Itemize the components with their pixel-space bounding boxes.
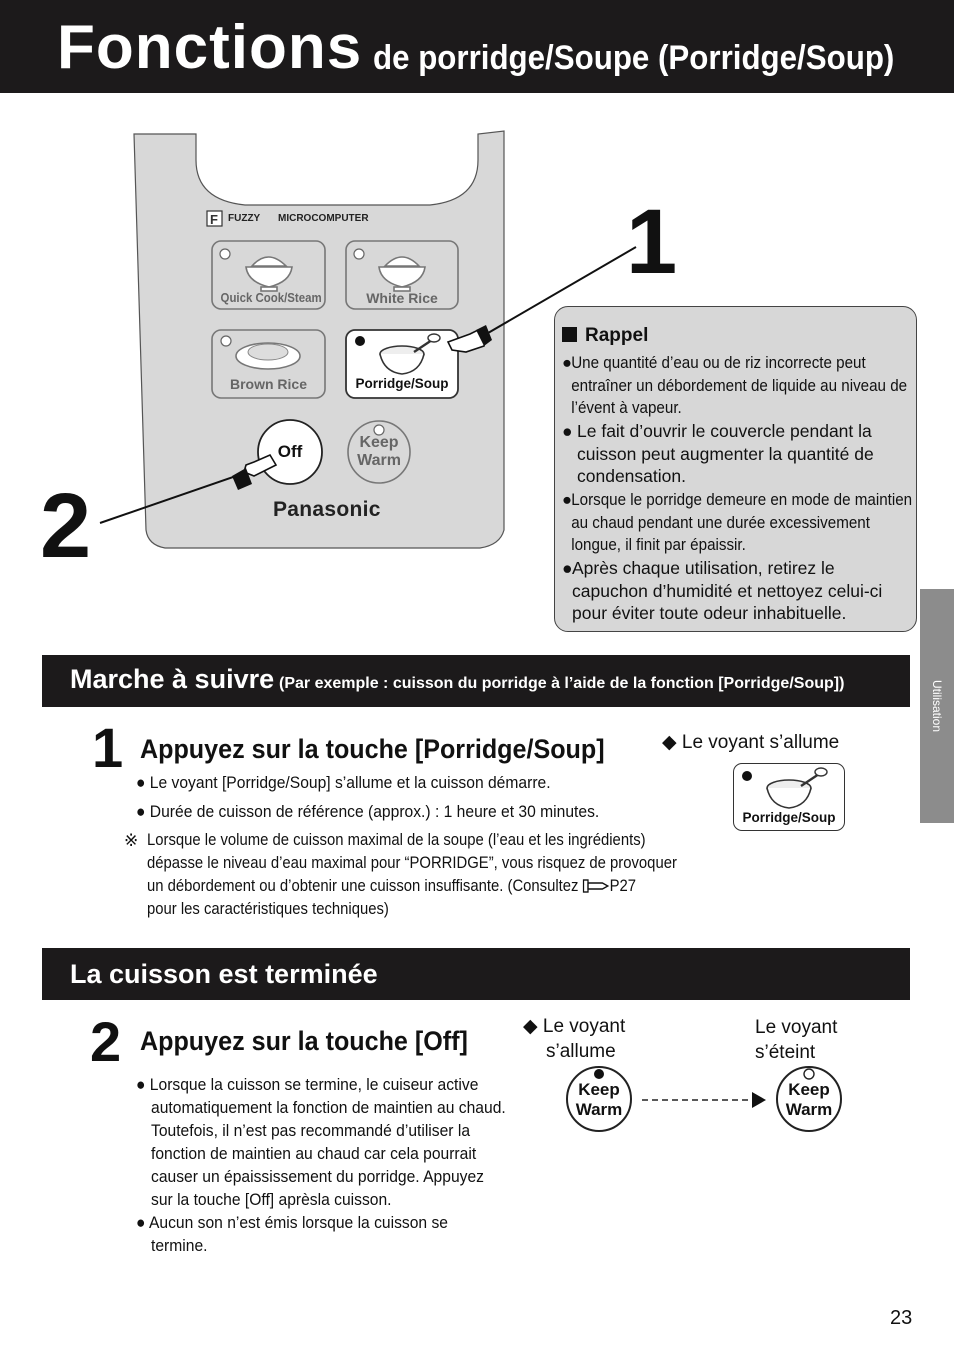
indicator-on-label: ◆ Le voyant bbox=[523, 1016, 626, 1037]
indicator-lamp bbox=[220, 249, 230, 259]
indicator-lamp bbox=[221, 336, 231, 346]
indicator-lamp-on bbox=[594, 1069, 604, 1079]
step2-bullet-line: Toutefois, il n’est pas recommandé d’utiliser la bbox=[151, 1121, 471, 1140]
rappel-item: ● Après chaque utilisation, retirez le capuchon d’humidité et nettoyez celui-ci pour éviter toute odeur inhabituelle. bbox=[562, 558, 883, 623]
step1-note-line: un débordement ou d’obtenir une cuisson insuffisante. (Consultez P27 bbox=[147, 877, 637, 895]
callout-number-1: 1 bbox=[626, 191, 678, 293]
warm-label: Warm bbox=[785, 1100, 833, 1119]
warm-label: Warm bbox=[575, 1100, 623, 1119]
step-number-1: 1 bbox=[92, 716, 124, 779]
indicator-off-label: s’éteint bbox=[755, 1042, 816, 1063]
step2-bullet-line: termine. bbox=[151, 1236, 208, 1255]
indicator-on-label: s’allume bbox=[546, 1041, 616, 1062]
indicator-on-label: ◆ Le voyant s’allume bbox=[662, 732, 840, 753]
arrow-head-icon bbox=[752, 1092, 766, 1108]
porridge-bowl-icon bbox=[734, 764, 846, 814]
keep-label: Keep bbox=[359, 434, 399, 451]
step1-note-line: dépasse le niveau d’eau maximal pour “PORRIDGE”, vous risquez de provoquer bbox=[147, 854, 677, 872]
side-tab-label: Utilisation bbox=[930, 679, 944, 733]
indicator-lamp bbox=[354, 249, 364, 259]
step2-bullet-line: ● Aucun son n’est émis lorsque la cuisson se bbox=[136, 1213, 448, 1232]
porridge-soup-indicator-button bbox=[733, 763, 845, 831]
keep-label: Keep bbox=[578, 1080, 620, 1099]
rappel-item: ● Lorsque le porridge demeure en mode de maintien au chaud pendant une durée excessivement longue, il finit par épaissir. bbox=[562, 491, 913, 554]
page-subtitle: de porridge/Soupe (Porridge/Soup) bbox=[373, 39, 895, 77]
panasonic-logo: Panasonic bbox=[273, 498, 381, 521]
page-title: Fonctions bbox=[57, 13, 363, 82]
brown-rice-label: Brown Rice bbox=[229, 376, 307, 392]
step2-bullet-line: ● Lorsque la cuisson se termine, le cuiseur active bbox=[136, 1075, 479, 1094]
off-label: Off bbox=[277, 442, 303, 461]
indicator-lamp-on bbox=[355, 336, 365, 346]
step2-bullet-line: sur la touche [Off] aprèsla cuisson. bbox=[151, 1190, 392, 1209]
brown-rice-plate-icon bbox=[236, 343, 300, 369]
svg-text:F: F bbox=[210, 212, 218, 227]
rappel-item: ● Une quantité d’eau ou de riz incorrecte peut entraîner un débordement de liquide au niveau de l’évent à vapeur. bbox=[562, 354, 908, 417]
white-rice-label: White Rice bbox=[366, 290, 438, 306]
keep-label: Keep bbox=[788, 1080, 830, 1099]
porridge-soup-label: Porridge/Soup bbox=[742, 810, 836, 825]
indicator-lamp-off bbox=[804, 1069, 814, 1079]
page-number: 23 bbox=[890, 1307, 913, 1329]
rappel-title: Rappel bbox=[562, 325, 648, 347]
section-subtitle-procedure: (Par exemple : cuisson du porridge à l’aide de la fonction [Porridge/Soup]) bbox=[279, 675, 845, 692]
step-title-2: Appuyez sur la touche [Off] bbox=[140, 1026, 468, 1056]
step2-bullet-line: automatiquement la fonction de maintien au chaud. bbox=[151, 1098, 506, 1117]
indicator-off-label: Le voyant bbox=[755, 1017, 838, 1038]
section-title-procedure: Marche à suivre bbox=[70, 664, 275, 694]
callout-number-2: 2 bbox=[40, 475, 92, 577]
reference-hand-icon bbox=[583, 877, 610, 891]
step-number-2: 2 bbox=[90, 1010, 122, 1073]
microcomputer-label: MICROCOMPUTER bbox=[278, 213, 369, 224]
step1-note-line: Lorsque le volume de cuisson maximal de la soupe (l’eau et les ingrédients) bbox=[147, 831, 646, 849]
step1-bullet: ● Le voyant [Porridge/Soup] s’allume et la cuisson démarre. bbox=[136, 773, 551, 792]
section-title-finished: La cuisson est terminée bbox=[70, 959, 378, 989]
note-mark-icon: ※ bbox=[124, 831, 139, 850]
step2-bullet-line: fonction de maintien au chaud car cela pourrait bbox=[151, 1144, 477, 1163]
step-title-1: Appuyez sur la touche [Porridge/Soup] bbox=[140, 734, 605, 764]
step1-bullet: ● Durée de cuisson de référence (approx.) : 1 heure et 30 minutes. bbox=[136, 802, 600, 821]
step2-bullet-line: causer un épaississement du porridge. Appuyez bbox=[151, 1167, 484, 1186]
fuzzy-label: FUZZY bbox=[228, 213, 261, 224]
porridge-soup-label: Porridge/Soup bbox=[355, 376, 449, 391]
warm-label: Warm bbox=[357, 452, 401, 469]
step1-note-line: pour les caractéristiques techniques) bbox=[147, 900, 389, 918]
rappel-item: ● Le fait d’ouvrir le couvercle pendant la cuisson peut augmenter la quantité de condensation. bbox=[562, 421, 874, 486]
quick-cook-label: Quick Cook/Steam bbox=[220, 290, 322, 305]
